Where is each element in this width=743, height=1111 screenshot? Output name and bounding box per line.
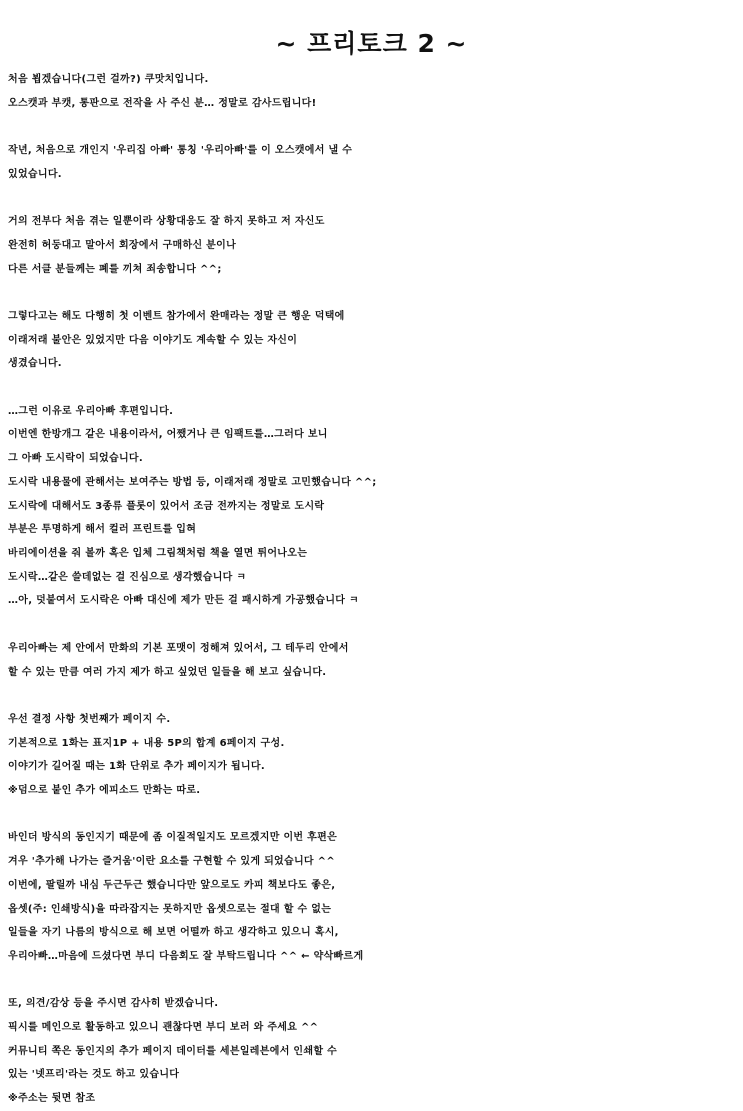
- text-line: 우리아빠는 제 안에서 만화의 기본 포맷이 정해져 있어서, 그 테두리 안에서: [8, 642, 349, 654]
- text-line: 그 아빠 도시락이 되었습니다.: [8, 453, 143, 465]
- text-line: 바인더 방식의 동인지기 때문에 좀 이질적일지도 모르겠지만 이번 후편은: [8, 832, 338, 844]
- text-line: 처음 뵙겠습니다(그런 걸까?) 쿠맛치입니다.: [8, 74, 209, 85]
- text-line: ※덤으로 붙인 추가 에피소드 만화는 따로.: [8, 785, 201, 796]
- text-line: 옵셋(주: 인쇄방식)을 따라잡지는 못하지만 옵셋으로는 절대 할 수 없는: [8, 903, 332, 915]
- paragraph-last-year: [8, 139, 738, 186]
- text-line: 일들을 자기 나름의 방식으로 해 보면 어떨까 하고 생각하고 있으니 혹시,: [8, 927, 339, 939]
- text-line: 완전히 허둥대고 말아서 회장에서 구매하신 분이나: [8, 239, 237, 251]
- document-body: [8, 68, 738, 1111]
- text-line: 또, 의견/감상 등을 주시면 감사히 받겠습니다.: [8, 998, 219, 1010]
- text-line: …아, 덧붙여서 도시락은 아빠 대신에 제가 만든 걸 패시하게 가공했습니다 ㅋ: [8, 595, 360, 607]
- text-line: 작년, 처음으로 개인지 '우리집 아빠' 통칭 '우리아빠'를 이 오스캣에서 낼 수: [8, 145, 353, 157]
- text-line: 커뮤니티 쪽은 동인지의 추가 페이지 데이터를 세븐일레븐에서 인쇄할 수: [8, 1045, 338, 1057]
- page-title: ~ 프리토크 2 ~: [275, 29, 468, 58]
- paragraph-greeting: [8, 68, 738, 115]
- text-line: 생겼습니다.: [8, 358, 62, 370]
- paragraph-apology: [8, 210, 738, 281]
- text-line: ※주소는 뒷면 참조: [8, 1093, 96, 1105]
- text-line: 이번에, 팔릴까 내심 두근두근 했습니다만 앞으로도 카피 책보다도 좋은,: [8, 879, 336, 891]
- text-line: 도시락…같은 쓸데없는 걸 진심으로 생각했습니다 ㅋ: [8, 571, 247, 583]
- paragraph-lunchbox: [8, 400, 738, 613]
- text-line: 픽시를 메인으로 활동하고 있으니 괜찮다면 부디 보러 와 주세요 ^^: [8, 1022, 319, 1033]
- text-line: 기본적으로 1화는 표지1P + 내용 5P의 합계 6페이지 구성.: [8, 737, 285, 749]
- text-line: 다른 서클 분들께는 폐를 끼쳐 죄송합니다 ^^;: [8, 263, 222, 275]
- text-line: 바리에이션을 줘 볼까 혹은 입체 그림책처럼 책을 열면 튀어나오는: [8, 548, 308, 559]
- paragraph-format: [8, 637, 738, 684]
- text-line: 도시락에 대해서도 3종류 플롯이 있어서 조금 전까지는 정말로 도시락: [8, 500, 325, 512]
- text-line: 오스캣과 부캣, 통판으로 전작을 사 주신 분… 정말로 감사드립니다!: [8, 97, 317, 109]
- text-line: 거의 전부다 처음 겪는 일뿐이라 상황대응도 잘 하지 못하고 저 자신도: [8, 216, 325, 228]
- text-line: 할 수 있는 만큼 여러 가지 제가 하고 싶었던 일들을 해 보고 싶습니다.: [8, 666, 327, 678]
- paragraph-sold-out: [8, 305, 738, 376]
- text-line: 있었습니다.: [8, 168, 62, 180]
- paragraph-feedback: [8, 992, 738, 1111]
- text-line: …그런 이유로 우리아빠 후편입니다.: [8, 405, 174, 417]
- paragraph-page-count: [8, 708, 738, 803]
- text-line: 도시락 내용물에 관해서는 보여주는 방법 등, 이래저래 정말로 고민했습니다 ^^;: [8, 476, 377, 488]
- text-line: 우리아빠…마음에 드셨다면 부디 다음회도 잘 부탁드립니다 ^^ ← 약삭빠르게: [8, 950, 364, 962]
- text-line: 이래저래 불안은 있었지만 다음 이야기도 계속할 수 있는 자신이: [8, 334, 298, 346]
- text-line: 부분은 투명하게 해서 컬러 프린트를 입혀: [8, 524, 197, 536]
- text-line: 그렇다고는 해도 다행히 첫 이벤트 참가에서 완매라는 정말 큰 행운 덕택에: [8, 310, 345, 322]
- text-line: 이야기가 길어질 때는 1화 단위로 추가 페이지가 됩니다.: [8, 761, 265, 773]
- text-line: 있는 '넷프리'라는 것도 하고 있습니다: [8, 1069, 180, 1081]
- paragraph-binder: [8, 826, 738, 968]
- text-line: 이번엔 한방개그 같은 내용이라서, 어쨌거나 큰 임팩트를…그러다 보니: [8, 429, 328, 441]
- text-line: 우선 결정 사항 첫번째가 페이지 수.: [8, 713, 171, 725]
- text-line: 겨우 '추가해 나가는 즐거움'이란 요소를 구현할 수 있게 되었습니다 ^^: [8, 856, 336, 868]
